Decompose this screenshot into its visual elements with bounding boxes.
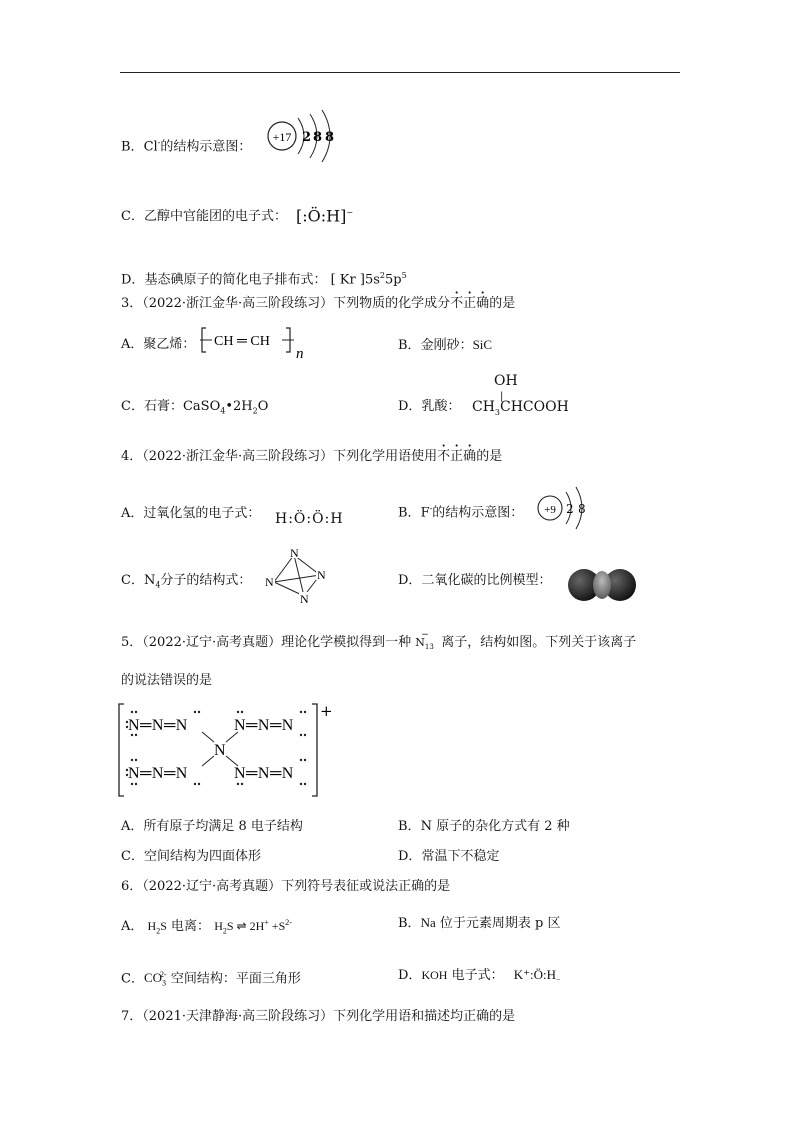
lactic-acid-formula: $CH_3CHCOOH$ [472,399,569,417]
svg-text:N: N [290,546,299,560]
co2-space-filling-model [562,566,642,604]
cl-nucleus-label: +17 [272,130,292,144]
f-shell-1: 2 [566,502,574,516]
svg-text:N═N═N: N═N═N [128,765,188,782]
svg-text:N: N [300,592,309,606]
q5-stem: 5．（2022·辽宁·高考真题）理论化学模拟得到一种 $N_{13}$ − 离子，结构如图。下列关于该离子 [121,634,636,656]
q6-option-d: D．KOH 电子式： $K^+:Ö:H_-$ [398,967,561,985]
q3-option-c: C．石膏：$CaSO_4•2H_2O$ [121,399,269,416]
q3-stem: 3．（2022·浙江金华·高三阶段练习）下列物质的化学成分不正确的是 [121,296,516,311]
n4-structure-diagram [260,542,332,608]
svg-text:+9: +9 [544,504,556,516]
q2-option-c: C．乙醇中官能团的电子式： [121,209,287,224]
cl-ion-structure-diagram [262,106,342,166]
svg-text:N: N [214,742,226,759]
q6-option-a: A． $H_2S$ 电离： $H_2S$ ⇌ $2H^+ +S^{2-}$ [121,918,292,936]
q3-option-b: B．金刚砂：SiC [398,337,493,353]
koh-electron-formula: $K^+:Ö:H_-$ [513,967,561,985]
lactic-acid-bond: | [500,391,504,402]
q4-option-a: A．过氧化氢的电子式： [121,506,261,521]
f-shell-2: 8 [578,502,586,516]
svg-text:N: N [317,568,326,582]
svg-text:N═N═N: N═N═N [234,765,294,782]
n13-ion-structure [116,700,346,800]
f-ion-structure-diagram [534,484,594,534]
hydrogen-peroxide-electron-formula: H:Ö:Ö:H [275,511,344,527]
q5-option-c: C．空间结构为四面体形 [121,849,261,864]
q3-option-a: A．聚乙烯： [121,337,196,352]
hydroxide-electron-formula: [:Ö:H]− [296,206,354,226]
svg-text:N═N═N: N═N═N [128,717,188,734]
q2-option-b: B．Cl-的结构示意图： [121,138,252,155]
polyethylene-formula [198,322,308,362]
h2s-ionization-equation: $H_2S$ ⇌ $2H^+ +S^{2-}$ [214,918,292,936]
q4-option-c: C．$N_4$分子的结构式： [121,573,252,590]
q4-option-b: B．F-的结构示意图： [398,504,524,521]
q5-option-b: B．N 原子的杂化方式有 2 种 [398,819,570,834]
q4-option-d: D．二氧化碳的比例模型： [398,573,552,588]
q6-stem: 6．（2022·辽宁·高考真题）下列符号表征或说法正确的是 [121,879,451,894]
q2-option-d: D．基态碘原子的简化电子排布式： [ Kr ]$5s^25p^5$ [121,271,407,288]
n13-ion-formula: $N_{13}$ − [415,630,434,652]
svg-text:n: n [296,346,304,362]
q5-option-d: D．常温下不稳定 [398,849,500,864]
q7-stem: 7．（2021·天津静海·高三阶段练习）下列化学用语和描述均正确的是 [121,1009,516,1024]
q5-option-a: A．所有原子均满足 8 电子结构 [121,819,303,834]
svg-text:+: + [320,702,333,720]
svg-text:N═N═N: N═N═N [234,717,294,734]
svg-text:N: N [265,575,274,589]
svg-text:CH ═ CH: CH ═ CH [214,334,270,349]
q4-stem: 4．（2022·浙江金华·高三阶段练习）下列化学用语使用不正确的是 [121,449,503,464]
q6-option-c: C．$CO_3^{2-}$ 空间结构：平面三角形 [121,970,301,988]
header-rule [120,72,680,73]
cl-shell-3: 8 [325,130,335,145]
lactic-acid-oh: OH [494,373,518,389]
q5-stem-line2: 的说法错误的是 [121,673,213,688]
q6-option-b: B．Na 位于元素周期表 p 区 [398,915,561,931]
q3-option-d: D．乳酸： [398,399,461,414]
cl-shell-1: 2 [302,130,312,145]
cl-shell-2: 8 [313,130,323,145]
